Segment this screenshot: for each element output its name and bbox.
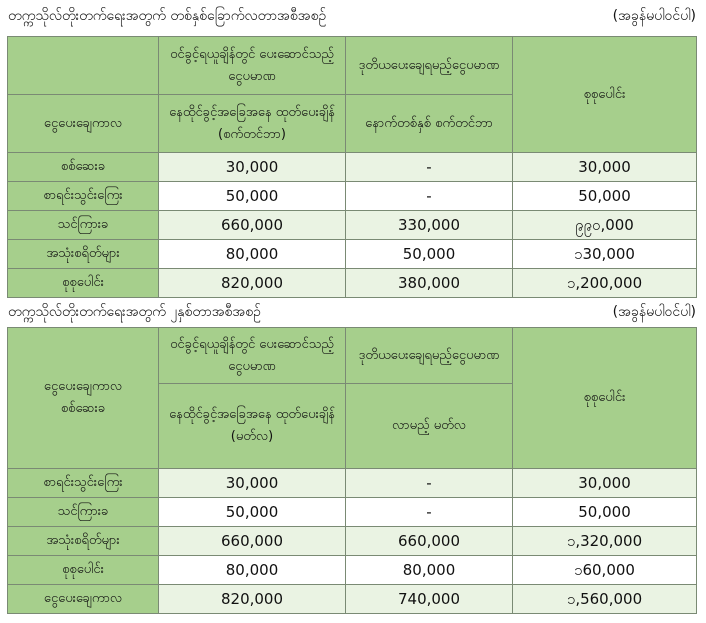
- second-payment-cell: 740,000: [346, 585, 513, 614]
- table1-header-total: စုစုပေါင်း: [513, 37, 697, 153]
- total-cell: ၁60,000: [513, 556, 697, 585]
- table2-header-second-payment: ဒုတိယပေးချေရမည့်ငွေပမာဏ: [346, 328, 513, 384]
- table1-header-second-payment: ဒုတိယပေးချေရမည့်ငွေပမာဏ: [346, 37, 513, 95]
- second-payment-cell: 660,000: [346, 527, 513, 556]
- total-cell: 50,000: [513, 498, 697, 527]
- table1-header-period: ငွေပေးချေကာလ: [8, 95, 159, 153]
- first-payment-cell: 50,000: [159, 498, 346, 527]
- first-payment-cell: 660,000: [159, 527, 346, 556]
- table-row: [8, 556, 697, 585]
- table2-title-row: [0, 296, 706, 322]
- row-label: စစ်ဆေးခ: [8, 153, 159, 182]
- total-cell: ၉၉၀,000: [513, 211, 697, 240]
- table1-header-first-sub: နေထိုင်ခွင့်အခြေအနေ ထုတ်ပေးချိန် (စက်တင်ဘာ): [159, 95, 346, 153]
- table2-header-first-sub: နေထိုင်ခွင့်အခြေအနေ ထုတ်ပေးချိန် (မတ်လ): [159, 384, 346, 469]
- table-row: [8, 240, 697, 269]
- table-row: [8, 498, 697, 527]
- table-row: [8, 469, 697, 498]
- row-label: စုစုပေါင်း: [8, 556, 159, 585]
- first-payment-cell: 50,000: [159, 182, 346, 211]
- row-label: သင်ကြားခ: [8, 211, 159, 240]
- total-cell: ၁,200,000: [513, 269, 697, 298]
- table2-unit-note: (အခွန်မပါဝင်ပါ): [612, 304, 696, 320]
- table1-header-first-payment: ဝင်ခွင့်ရယူချိန်တွင် ပေးဆောင်သည့်ငွေပမာဏ: [159, 37, 346, 95]
- table1-header-second-sub: နောက်တစ်နှစ် စက်တင်ဘာ: [346, 95, 513, 153]
- first-payment-cell: 30,000: [159, 469, 346, 498]
- row-label: စာရင်းသွင်းကြေး: [8, 182, 159, 211]
- row-label: စုစုပေါင်း: [8, 269, 159, 298]
- row-label: ငွေပေးချေကာလ: [8, 585, 159, 614]
- table-row: [8, 269, 697, 298]
- table2-header-first-payment: ဝင်ခွင့်ရယူချိန်တွင် ပေးဆောင်သည့်ငွေပမာဏ: [159, 328, 346, 384]
- second-payment-cell: 50,000: [346, 240, 513, 269]
- second-payment-cell: -: [346, 498, 513, 527]
- table1-unit-note: (အခွန်မပါဝင်ပါ): [612, 8, 696, 24]
- second-payment-cell: -: [346, 182, 513, 211]
- first-payment-cell: 30,000: [159, 153, 346, 182]
- table-row: [8, 153, 697, 182]
- first-payment-cell: 820,000: [159, 585, 346, 614]
- table2-header-period-sub: စစ်ဆေးခ: [60, 401, 106, 416]
- first-payment-cell: 80,000: [159, 240, 346, 269]
- table2-header-period: [8, 328, 159, 469]
- total-cell: ၁,320,000: [513, 527, 697, 556]
- second-payment-cell: -: [346, 469, 513, 498]
- table1-title: တက္ကသိုလ်တိုးတက်ရေးအတွက် တစ်နှစ်ခြောက်လတာအစီအစဉ်: [8, 8, 327, 24]
- table2-header-second-sub: လာမည့် မတ်လ: [346, 384, 513, 469]
- table1-title-row: [0, 0, 706, 26]
- second-payment-cell: -: [346, 153, 513, 182]
- total-cell: 30,000: [513, 469, 697, 498]
- row-label: စာရင်းသွင်းကြေး: [8, 469, 159, 498]
- total-cell: ၁,560,000: [513, 585, 697, 614]
- table2-fee-table: [7, 327, 697, 614]
- table2-title: တက္ကသိုလ်တိုးတက်ရေးအတွက် ၂နှစ်တာအစီအစဉ်: [8, 304, 261, 320]
- second-payment-cell: 380,000: [346, 269, 513, 298]
- total-cell: 30,000: [513, 153, 697, 182]
- total-cell: ၁30,000: [513, 240, 697, 269]
- row-label: သင်ကြားခ: [8, 498, 159, 527]
- total-cell: 50,000: [513, 182, 697, 211]
- table-row: [8, 211, 697, 240]
- table2-header-total: စုစုပေါင်း: [513, 328, 697, 469]
- first-payment-cell: 660,000: [159, 211, 346, 240]
- row-label: အသုံးစရိတ်များ: [8, 527, 159, 556]
- row-label: အသုံးစရိတ်များ: [8, 240, 159, 269]
- table-row: [8, 585, 697, 614]
- table1-fee-table: [7, 36, 697, 298]
- first-payment-cell: 820,000: [159, 269, 346, 298]
- table2-header-period-label: ငွေပေးချေကာလ: [43, 379, 123, 394]
- table-row: [8, 182, 697, 211]
- first-payment-cell: 80,000: [159, 556, 346, 585]
- table1-corner-cell: [8, 37, 159, 95]
- table-row: [8, 527, 697, 556]
- second-payment-cell: 80,000: [346, 556, 513, 585]
- second-payment-cell: 330,000: [346, 211, 513, 240]
